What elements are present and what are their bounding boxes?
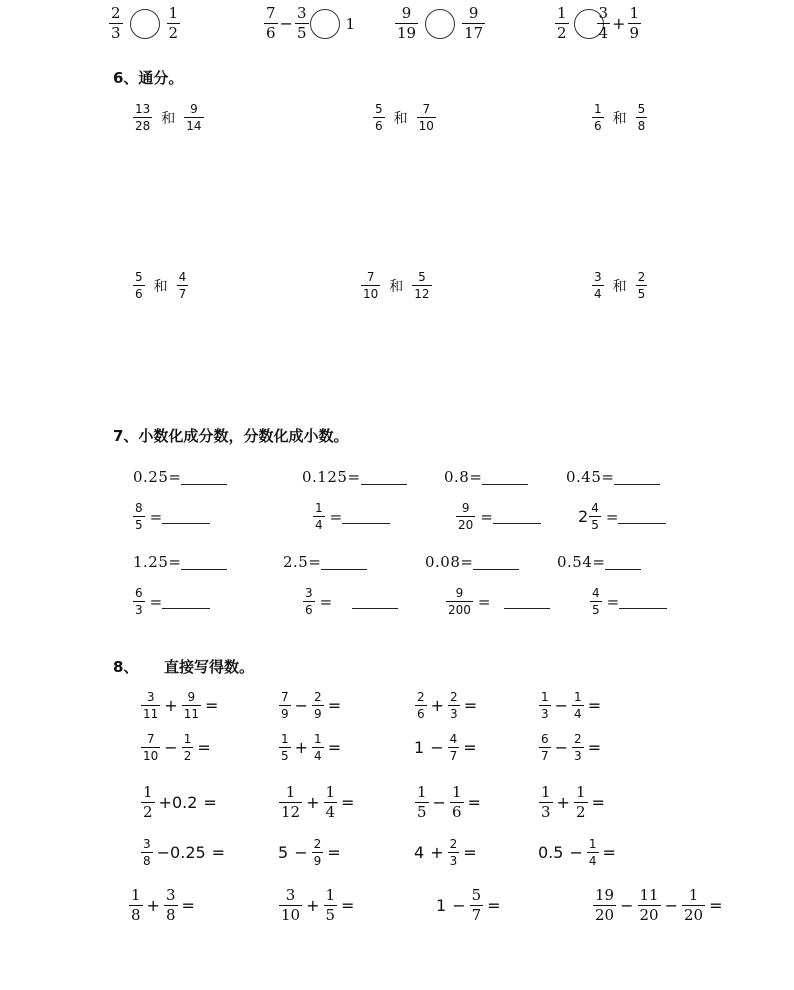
operator: +: [306, 793, 320, 812]
answer-blank[interactable]: [162, 509, 210, 524]
lcd-pair-5: $\frac{7}{10}$ 和 $\frac{5}{12}$: [363, 270, 430, 301]
fraction: $\frac{3}{10}$: [281, 886, 301, 924]
fraction: $\frac{1}{20}$: [684, 886, 704, 924]
fraction: $\frac{2}{3}$: [449, 837, 458, 868]
lcd-pair-6: $\frac{3}{4}$ 和 $\frac{2}{5}$: [594, 270, 646, 301]
fraction: $\frac{7}{6}$: [266, 4, 276, 42]
answer-blank[interactable]: [605, 555, 641, 570]
operand: 5: [278, 843, 289, 862]
fraction: $\frac{2}{3}$: [111, 4, 121, 42]
mental-math-item: [538, 691, 604, 720]
operator: +: [306, 896, 320, 915]
fraction: $\frac{4}{7}$: [449, 732, 458, 763]
fraction: $\frac{1}{2}$: [575, 783, 586, 821]
equals-sign: =: [341, 896, 355, 915]
mental-math-item: [414, 838, 480, 867]
equals-sign: =: [487, 896, 501, 915]
mental-math-item: [538, 838, 619, 867]
answer-blank[interactable]: [352, 594, 398, 609]
operator: −: [664, 896, 678, 915]
fraction: $\frac{1}{6}$: [451, 783, 462, 821]
fraction-to-decimal-6: $\frac{3}{6}$ =: [302, 587, 398, 616]
fraction: $\frac{7}{9}$: [281, 690, 289, 721]
decimal-to-fraction-3: 0.8=: [444, 468, 528, 486]
fraction: $\frac{1}{2}$: [183, 732, 192, 763]
lcd-pair-4: $\frac{5}{6}$ 和 $\frac{4}{7}$: [135, 270, 187, 301]
answer-blank[interactable]: [493, 509, 541, 524]
fraction-to-decimal-8: $\frac{4}{5}$ =: [589, 587, 667, 616]
fraction: $\frac{2}{9}$: [314, 690, 322, 721]
answer-blank[interactable]: [321, 555, 367, 570]
compare-item-1: [108, 6, 181, 41]
operator: −: [432, 793, 446, 812]
equals-sign: =: [197, 738, 211, 757]
operator: −: [554, 738, 569, 757]
answer-blank[interactable]: [619, 594, 667, 609]
decimal-to-fraction-7: 0.08=: [425, 553, 519, 571]
operator: −: [294, 696, 309, 715]
equals-sign: =: [587, 696, 602, 715]
fraction: $\frac{1}{4}$: [325, 783, 336, 821]
section8-title: 直接写得数。: [164, 658, 255, 676]
compare-item-3: [394, 6, 486, 41]
answer-blank[interactable]: [482, 470, 528, 485]
mental-math-item: [414, 691, 480, 720]
fraction: $\frac{1}{3}$: [541, 690, 549, 721]
operator: −: [294, 843, 308, 862]
operator: −: [569, 843, 583, 862]
compare-circle[interactable]: [425, 9, 455, 39]
compare-circle[interactable]: [310, 9, 340, 39]
decimal-to-fraction-4: 0.45=: [566, 468, 660, 486]
answer-blank[interactable]: [614, 470, 660, 485]
fraction: $\frac{1}{3}$: [541, 783, 551, 821]
fraction: $\frac{1}{4}$: [588, 837, 597, 868]
mental-math-item: [278, 888, 357, 923]
fraction: $\frac{1}{4}$: [574, 690, 582, 721]
equals-sign: =: [587, 738, 602, 757]
operand: 4: [414, 843, 425, 862]
mental-math-item: [140, 838, 228, 867]
fraction: $\frac{9}{19}$: [397, 4, 417, 42]
fraction: $\frac{6}{7}$: [541, 732, 549, 763]
operator: +0.2: [158, 793, 198, 812]
fraction: $\frac{2}{3}$: [574, 732, 582, 763]
equals-sign: =: [327, 738, 342, 757]
mental-math-item: [278, 838, 344, 867]
mental-math-item: [140, 785, 220, 820]
equals-sign: =: [203, 793, 217, 812]
fraction: $\frac{19}{20}$: [595, 886, 615, 924]
fraction: $\frac{1}{8}$: [131, 886, 141, 924]
operand: 1: [436, 896, 447, 915]
equals-sign: =: [204, 696, 219, 715]
equals-sign: =: [591, 793, 605, 812]
fraction-to-decimal-5: $\frac{6}{3}$ =: [132, 587, 210, 616]
fraction: $\frac{9}{17}$: [464, 4, 484, 42]
operator: +: [556, 793, 570, 812]
fraction: $\frac{3}{5}$: [296, 4, 307, 42]
mental-math-item: [140, 733, 214, 762]
section8-number: 8、: [113, 658, 139, 676]
fraction: $\frac{2}{3}$: [450, 690, 458, 721]
operator: −: [452, 896, 466, 915]
mental-math-item: [414, 785, 484, 820]
mental-math-item: [414, 733, 480, 762]
compare-circle[interactable]: [130, 9, 160, 39]
operator: +: [164, 696, 178, 715]
mental-math-item: [140, 691, 221, 720]
fraction: $\frac{3}{8}$: [165, 886, 176, 924]
compare-item-4: $\frac{1}{2}$ $\frac{3}{4}$ + $\frac{1}{9}$: [557, 4, 640, 42]
fraction: $\frac{1}{2}$: [557, 4, 567, 42]
lcd-pair-2: $\frac{5}{6}$ 和 $\frac{7}{10}$: [375, 102, 434, 133]
fraction: $\frac{1}{5}$: [417, 783, 427, 821]
decimal-to-fraction-8: 0.54=: [557, 553, 641, 571]
fraction-to-decimal-3: $\frac{9}{20}$ =: [455, 502, 541, 531]
answer-blank[interactable]: [162, 594, 210, 609]
mental-math-item: [278, 785, 357, 820]
fraction: $\frac{7}{10}$: [143, 732, 159, 763]
equals-sign: =: [181, 896, 195, 915]
equals-sign: =: [709, 896, 723, 915]
fraction: $\frac{1}{2}$: [143, 783, 153, 821]
equals-sign: =: [463, 843, 477, 862]
decimal-to-fraction-5: 1.25=: [133, 553, 227, 571]
fraction: $\frac{3}{11}$: [143, 690, 159, 721]
operator: −: [430, 738, 444, 757]
fraction-to-decimal-7: $\frac{9}{200}$ =: [445, 587, 550, 616]
operator: −: [620, 896, 634, 915]
fraction: $\frac{9}{11}$: [183, 690, 199, 721]
answer-blank[interactable]: [361, 470, 407, 485]
operand: 1: [414, 738, 425, 757]
equals-sign: =: [602, 843, 616, 862]
equals-sign: =: [463, 696, 478, 715]
operator: −: [554, 696, 569, 715]
fraction: $\frac{1}{4}$: [314, 732, 322, 763]
operator: −0.25: [156, 843, 206, 862]
decimal-to-fraction-2: 0.125=: [302, 468, 407, 486]
operand: 0.5: [538, 843, 564, 862]
fraction: $\frac{11}{20}$: [639, 886, 659, 924]
answer-blank[interactable]: [181, 470, 227, 485]
fraction: $\frac{5}{7}$: [471, 886, 482, 924]
equals-sign: =: [211, 843, 226, 862]
section7-title: 7、小数化成分数，分数化成小数。: [113, 427, 349, 445]
fraction: $\frac{2}{9}$: [313, 837, 322, 868]
answer-blank[interactable]: [618, 509, 666, 524]
fraction: $\frac{1}{5}$: [281, 732, 289, 763]
answer-blank[interactable]: [504, 594, 550, 609]
mental-math-item: [592, 888, 726, 923]
equals-sign: =: [467, 793, 481, 812]
mental-math-item: [278, 691, 344, 720]
lcd-pair-3: $\frac{1}{6}$ 和 $\frac{5}{8}$: [594, 102, 646, 133]
answer-blank[interactable]: [473, 555, 519, 570]
mental-math-item: [538, 733, 604, 762]
lcd-pair-1: $\frac{13}{28}$ 和 $\frac{9}{14}$: [135, 102, 202, 133]
answer-blank[interactable]: [181, 555, 227, 570]
equals-sign: =: [341, 793, 355, 812]
compare-item-2: $\frac{7}{6}$ − $\frac{3}{5}$ 1: [266, 4, 356, 42]
operator: +: [294, 738, 309, 757]
fraction: $\frac{3}{8}$: [143, 837, 151, 868]
equals-sign: =: [327, 696, 342, 715]
equals-sign: =: [463, 738, 477, 757]
operator: −: [164, 738, 178, 757]
fraction: $\frac{1}{2}$: [168, 4, 179, 42]
mental-math-item: [128, 888, 198, 923]
mental-math-item: [538, 785, 608, 820]
answer-blank[interactable]: [342, 509, 390, 524]
fraction: $\frac{3}{4}$: [598, 4, 609, 42]
operator: +: [146, 896, 160, 915]
operator: +: [430, 696, 445, 715]
equals-sign: =: [327, 843, 341, 862]
mental-math-item: [436, 888, 504, 923]
fraction-to-decimal-2: $\frac{1}{4}$ =: [312, 502, 390, 531]
fraction-to-decimal-4: 2 $\frac{4}{5}$ =: [578, 502, 666, 531]
mental-math-item: [278, 733, 344, 762]
section6-title: 6、通分。: [113, 69, 184, 87]
fraction-to-decimal-1: $\frac{8}{5}$ =: [132, 502, 210, 531]
fraction: $\frac{1}{9}$: [629, 4, 640, 42]
decimal-to-fraction-6: 2.5=: [283, 553, 367, 571]
fraction: $\frac{1}{12}$: [281, 783, 301, 821]
operator: +: [430, 843, 444, 862]
fraction: $\frac{2}{6}$: [417, 690, 425, 721]
fraction: $\frac{1}{5}$: [325, 886, 336, 924]
decimal-to-fraction-1: 0.25=: [133, 468, 227, 486]
